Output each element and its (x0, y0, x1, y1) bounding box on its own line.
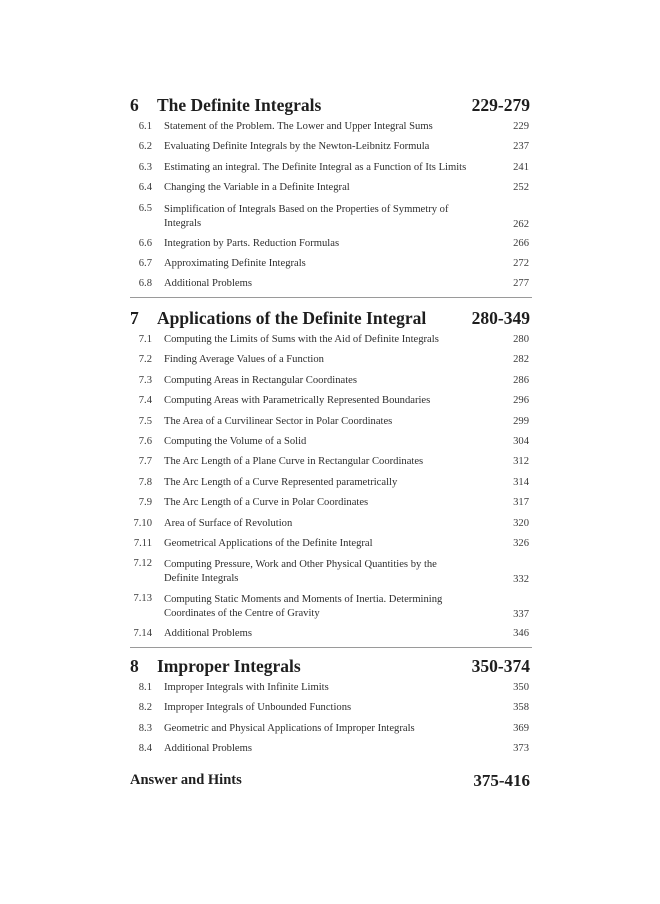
section-page: 299 (513, 415, 529, 427)
section-title: Improper Integrals of Unbounded Functions (164, 702, 352, 714)
toc-entry[interactable] (130, 412, 532, 432)
section-number: 6.4 (138, 182, 152, 194)
section-number: 7.14 (133, 628, 152, 640)
toc-entry[interactable] (130, 254, 532, 274)
section-title: Computing the Volume of a Solid (164, 435, 307, 447)
section-title: Computing Pressure, Work and Other Physical Quantities by the Definite Integrals (164, 559, 437, 585)
section-page: 266 (513, 237, 529, 249)
toc-entry[interactable] (130, 589, 532, 624)
section-page: 241 (513, 161, 529, 173)
chapter-title: Improper Integrals (157, 656, 301, 676)
section-number: 7.8 (138, 476, 152, 488)
chapter-6 (130, 95, 532, 298)
toc-entry[interactable] (130, 391, 532, 411)
section-title: Additional Problems (164, 628, 252, 640)
chapter-title: Applications of the Definite Integral (157, 308, 427, 328)
chapter-number: 8 (130, 656, 139, 676)
chapter-heading[interactable] (130, 656, 532, 678)
section-title: Estimating an integral. The Definite Integral as a Function of Its Limits (164, 161, 467, 173)
section-title: Simplification of Integrals Based on the Properties of Symmetry of Integrals (164, 203, 449, 229)
section-page: 369 (513, 722, 529, 734)
toc-entry[interactable] (130, 178, 532, 198)
section-number: 6.1 (138, 121, 152, 132)
section-title: Computing Areas in Rectangular Coordinates (164, 374, 358, 386)
section-page: 326 (513, 537, 529, 549)
toc-entry[interactable] (130, 199, 532, 234)
section-page: 317 (513, 497, 529, 509)
section-number: 7.12 (133, 558, 152, 570)
section-title: Improper Integrals with Infinite Limits (164, 682, 329, 693)
section-number: 8.1 (138, 682, 152, 693)
section-title: Integration by Parts. Reduction Formulas (164, 237, 340, 249)
section-page: 262 (513, 218, 529, 230)
section-page: 358 (513, 702, 529, 714)
section-title: Geometric and Physical Applications of Improper Integrals (164, 722, 415, 734)
section-number: 6.3 (138, 161, 152, 173)
chapter-number: 7 (130, 308, 139, 328)
section-number: 7.3 (138, 374, 152, 386)
section-number: 7.5 (138, 415, 152, 427)
section-title: Computing the Limits of Sums with the Aid of Definite Integrals (164, 334, 439, 345)
section-page: 280 (513, 334, 529, 345)
section-title: Approximating Definite Integrals (164, 257, 306, 269)
answers-and-hints-entry[interactable] (130, 772, 532, 794)
answers-title: Answer and Hints (130, 772, 242, 788)
toc-entry[interactable] (130, 117, 532, 137)
chapter-8 (130, 656, 532, 760)
toc-entry[interactable] (130, 624, 532, 644)
toc-entry[interactable] (130, 534, 532, 554)
section-title: The Area of a Curvilinear Sector in Polar Coordinates (164, 415, 393, 427)
section-title: Computing Static Moments and Moments of Inertia. Determining Coordinates of the Centre of Gravity (164, 594, 443, 620)
toc-entry[interactable] (130, 739, 532, 759)
chapter-number: 6 (130, 95, 139, 115)
section-page: 304 (513, 435, 529, 447)
section-number: 7.7 (138, 456, 152, 468)
section-number: 8.4 (138, 743, 152, 755)
section-page: 237 (513, 141, 529, 153)
toc-entry[interactable] (130, 371, 532, 391)
toc-entry[interactable] (130, 274, 532, 294)
chapter-heading[interactable] (130, 95, 532, 117)
section-number: 8.2 (138, 702, 152, 714)
section-number: 7.1 (138, 334, 152, 345)
section-number: 7.2 (138, 354, 152, 366)
toc-entry[interactable] (130, 698, 532, 718)
section-page: 332 (513, 574, 529, 586)
section-page: 314 (513, 476, 529, 488)
chapter-divider (130, 647, 532, 648)
section-page: 277 (513, 278, 529, 290)
answers-page-range: 375-416 (473, 771, 530, 790)
section-page: 320 (513, 517, 529, 529)
toc-entry[interactable] (130, 678, 532, 698)
toc-entry[interactable] (130, 514, 532, 534)
section-number: 7.11 (133, 537, 152, 549)
section-page: 282 (513, 354, 529, 366)
chapter-page-range: 229-279 (471, 95, 530, 115)
section-title: Additional Problems (164, 743, 252, 755)
section-title: The Arc Length of a Curve in Polar Coordinates (164, 497, 369, 509)
section-page: 350 (513, 682, 529, 693)
section-page: 337 (513, 609, 529, 621)
section-page: 252 (513, 182, 529, 194)
section-number: 6.7 (138, 257, 152, 269)
section-page: 229 (513, 121, 529, 132)
section-page: 346 (513, 628, 529, 640)
section-title: Geometrical Applications of the Definite Integral (164, 537, 373, 549)
section-number: 7.6 (138, 435, 152, 447)
toc-entry[interactable] (130, 158, 532, 178)
section-number: 8.3 (138, 722, 152, 734)
section-number: 6.2 (138, 141, 152, 153)
section-number: 7.13 (133, 593, 152, 605)
section-title: Finding Average Values of a Function (164, 354, 324, 366)
chapter-heading[interactable] (130, 308, 532, 330)
section-page: 286 (513, 374, 529, 386)
toc-entry[interactable] (130, 330, 532, 350)
toc-entry[interactable] (130, 493, 532, 513)
section-number: 7.9 (138, 497, 152, 509)
toc-entry[interactable] (130, 554, 532, 589)
section-title: The Arc Length of a Curve Represented parametrically (164, 476, 398, 488)
section-title: Statement of the Problem. The Lower and Upper Integral Sums (164, 121, 433, 132)
chapter-page-range: 350-374 (471, 656, 530, 676)
section-page: 373 (513, 743, 529, 755)
toc-entry[interactable] (130, 234, 532, 254)
section-title: Computing Areas with Parametrically Represented Boundaries (164, 395, 431, 407)
toc-entry[interactable] (130, 473, 532, 493)
section-number: 7.4 (138, 395, 152, 407)
toc-entry[interactable] (130, 432, 532, 452)
toc-entry[interactable] (130, 137, 532, 157)
section-page: 296 (513, 395, 529, 407)
toc-entry[interactable] (130, 350, 532, 370)
chapter-title: The Definite Integrals (157, 95, 322, 115)
toc-entry[interactable] (130, 452, 532, 472)
chapter-7 (130, 308, 532, 648)
section-title: Area of Surface of Revolution (164, 517, 293, 529)
toc-entry[interactable] (130, 719, 532, 739)
section-number: 6.5 (138, 202, 152, 214)
section-number: 7.10 (133, 517, 152, 529)
section-number: 6.8 (138, 278, 152, 290)
section-title: Evaluating Definite Integrals by the Newton-Leibnitz Formula (164, 141, 430, 153)
section-page: 272 (513, 257, 529, 269)
section-page: 312 (513, 456, 529, 468)
section-title: Changing the Variable in a Definite Integral (164, 182, 350, 194)
chapter-divider (130, 297, 532, 298)
section-title: Additional Problems (164, 278, 252, 290)
section-title: The Arc Length of a Plane Curve in Rectangular Coordinates (164, 456, 424, 468)
chapter-page-range: 280-349 (471, 308, 530, 328)
section-number: 6.6 (138, 237, 152, 249)
